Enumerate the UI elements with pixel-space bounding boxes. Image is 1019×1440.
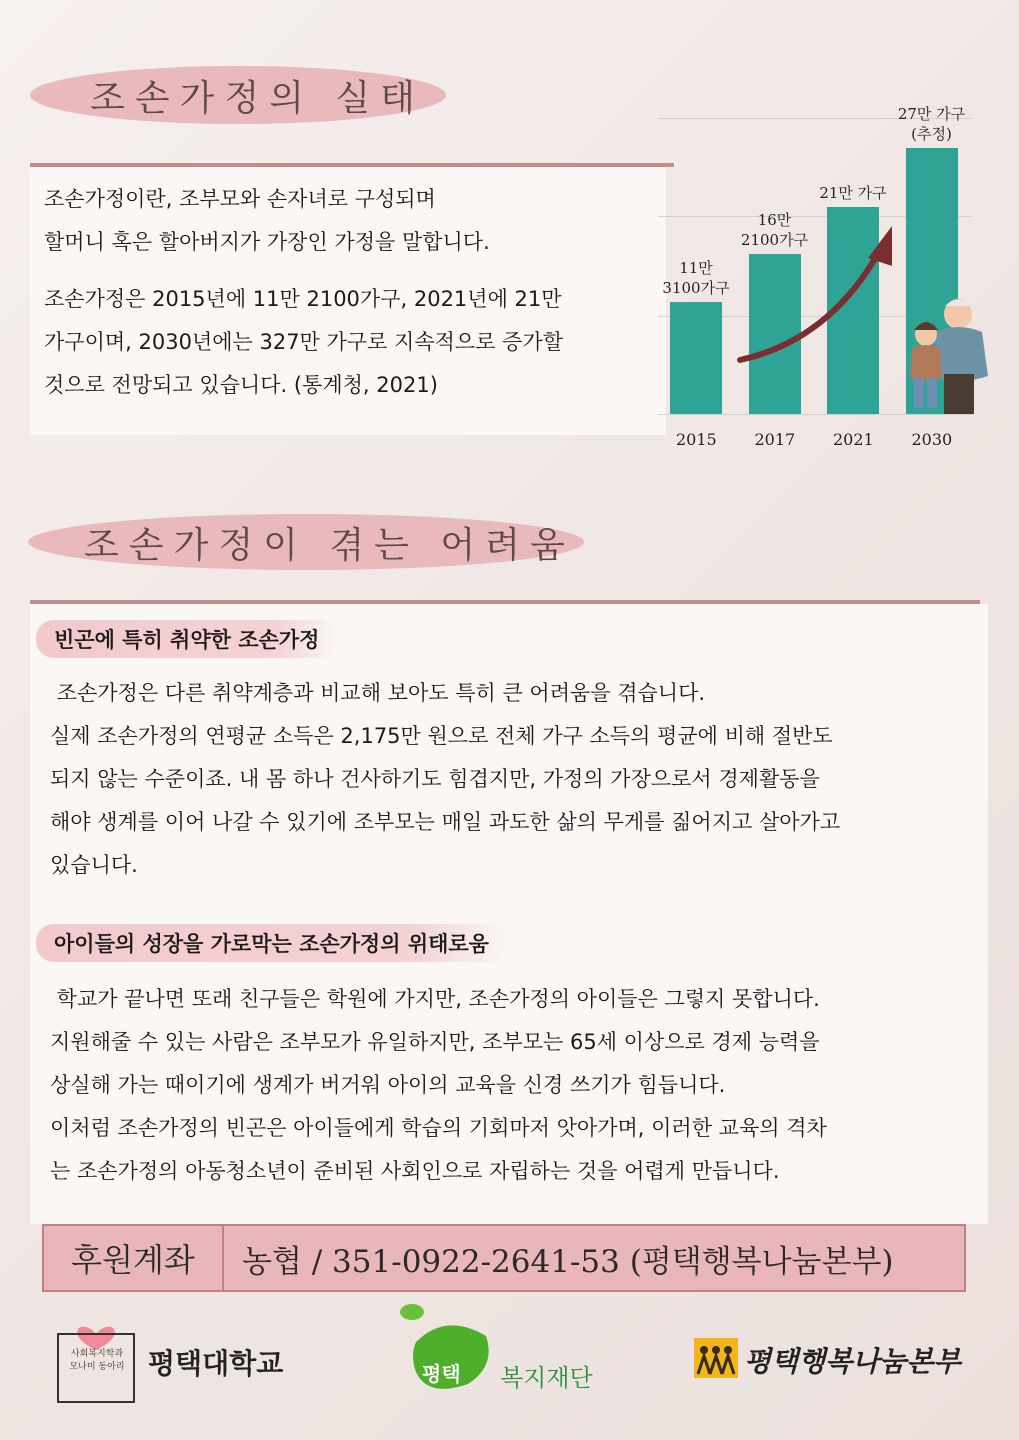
household-bar-chart <box>0 0 1019 470</box>
poverty-paragraph-line-1: 조손가정은 다른 취약계층과 비교해 보아도 특히 큰 어려움을 겪습니다. <box>50 681 706 705</box>
subheading-poverty: 빈곤에 특히 취약한 조손가정 <box>36 620 337 658</box>
donation-account-bar <box>42 1224 966 1292</box>
bar-label-2015: 11만 3100가구 <box>662 259 730 298</box>
logo1-box-line1: 사회복지학과 <box>70 1349 124 1359</box>
section1-para2-line2: 가구이며, 2030년에는 327만 가구로 지속적으로 증가할 <box>44 330 564 354</box>
donation-label: 후원계좌 <box>44 1226 224 1290</box>
bar-label-2017: 16만 2100가구 <box>740 211 809 250</box>
logo2-part1: 평택 <box>422 1362 461 1386</box>
logo1-name: 평택대학교 <box>148 1347 284 1380</box>
section2-title: 조손가정이 겪는 어려움 <box>84 524 575 566</box>
pyeongtaek-university-logo <box>56 1308 306 1408</box>
subheading-child-growth: 아이들의 성장을 가로막는 조손가정의 위태로움 <box>36 924 507 962</box>
section1-para1-line2: 할머니 혹은 할아버지가 가장인 가정을 말합니다. <box>44 230 490 254</box>
child-growth-paragraph-line-3: 상실해 가는 때이기에 생계가 버거워 아이의 교육을 신경 쓰기가 힘듭니다. <box>50 1073 726 1097</box>
section1-para2-line3: 것으로 전망되고 있습니다. (통계청, 2021) <box>44 373 438 397</box>
poverty-paragraph-line-5: 있습니다. <box>50 853 138 877</box>
pyeongtaek-welfare-foundation-logo <box>396 1302 616 1402</box>
pyeongtaek-happiness-sharing-logo <box>694 1338 974 1388</box>
bar-label-2030: 27만 가구 (추정) <box>897 104 966 143</box>
child-growth-paragraph-line-5: 는 조손가정의 아동청소년이 준비된 사회인으로 자립하는 것을 어렵게 만듭니다. <box>50 1159 780 1183</box>
section2-title-pill <box>28 514 584 570</box>
year-label-2021: 2021 <box>833 430 874 449</box>
section1-para2-line1: 조손가정은 2015년에 11만 2100가구, 2021년에 21만 <box>44 287 562 311</box>
donation-account: 농협 / 351-0922-2641-53 (평택행복나눔본부) <box>242 1243 894 1280</box>
child-growth-paragraph-line-2: 지원해줄 수 있는 사람은 조부모가 유일하지만, 조부모는 65세 이상으로 경제 능력을 <box>50 1030 820 1054</box>
child-growth-paragraph-line-1: 학교가 끝나면 또래 친구들은 학원에 가지만, 조손가정의 아이들은 그렇지 못합니다. <box>50 987 820 1011</box>
year-label-2030: 2030 <box>911 430 953 449</box>
child-growth-paragraph-line-4: 이처럼 조손가정의 빈곤은 아이들에게 학습의 기회마저 앗아가며, 이러한 교육의 격차 <box>50 1116 827 1140</box>
section1-para1-line1: 조손가정이란, 조부모와 손자녀로 구성되며 <box>44 187 436 211</box>
poverty-paragraph-line-4: 해야 생계를 이어 나갈 수 있기에 조부모는 매일 과도한 삶의 무게를 짊어지고 살아가고 <box>50 810 841 834</box>
section1-title: 조손가정의 실태 <box>90 77 425 119</box>
logo3-name: 평택행복나눔본부 <box>744 1345 961 1378</box>
poverty-paragraph-line-2: 실제 조손가정의 연평균 소득은 2,175만 원으로 전체 가구 소득의 평균에 비해 절반도 <box>50 724 833 748</box>
grandparent-child-illustration <box>898 292 992 416</box>
year-label-2017: 2017 <box>754 430 796 449</box>
trend-arrow-icon <box>0 0 1019 470</box>
bar-label-2021: 21만 가구 <box>819 183 887 202</box>
logo2-part2: 복지재단 <box>500 1364 593 1392</box>
people-group-icon <box>694 1338 738 1378</box>
logo1-box-line2: 모나미 동아리 <box>69 1362 125 1372</box>
poverty-paragraph-line-3: 되지 않는 수준이죠. 내 몸 하나 건사하기도 힘겹지만, 가정의 가장으로서 경제활동을 <box>50 767 820 791</box>
year-label-2015: 2015 <box>676 430 717 449</box>
